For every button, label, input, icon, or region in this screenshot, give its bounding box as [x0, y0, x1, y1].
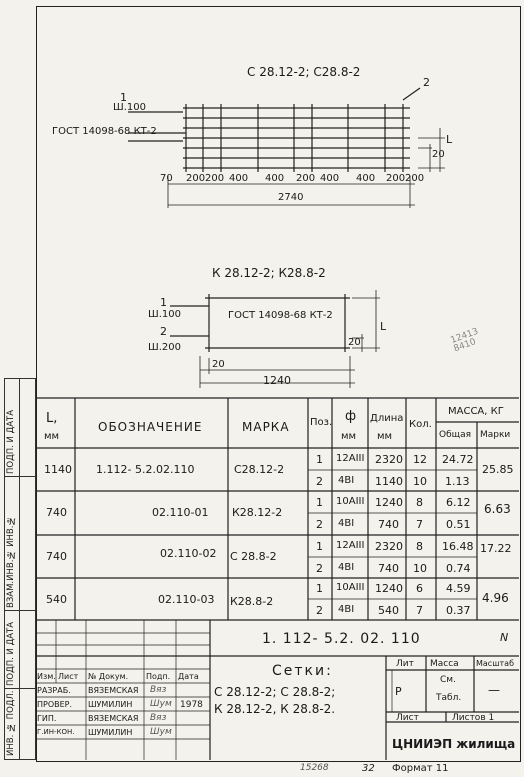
g3-designation: 02.110-03 [158, 593, 215, 606]
stamp-col-date: Дата [178, 672, 199, 681]
stamp-sheet-mark: N [500, 631, 509, 644]
g2-r0-qty: 8 [416, 540, 423, 553]
drawing1-seg-2: 200 [205, 173, 225, 184]
g1-r1-qty: 7 [416, 518, 423, 531]
person-0-sign: Вяз [150, 685, 167, 695]
th-mass-mark: Марки [480, 430, 511, 440]
stamp-col-doc: № Докум. [88, 672, 129, 681]
g0-r1-diam: 4BI [338, 475, 355, 486]
drawing2-dim-20b: 20 [212, 359, 225, 370]
g2-designation: 02.110-02 [160, 547, 217, 560]
drawing1-dim-20: 20 [432, 149, 445, 160]
g0-mass-mark: 25.85 [482, 463, 514, 476]
g2-r0-length: 2320 [375, 540, 403, 553]
side-label-sign-date-1: ПОДП. И ДАТА [6, 409, 16, 474]
drawing1-seg-1: 200 [186, 173, 206, 184]
g0-l: 1140 [44, 463, 72, 476]
g2-r1-mass: 0.74 [446, 562, 471, 575]
drawing1-seg-9: 200 [405, 173, 425, 184]
stamp-sheet: Лист [396, 713, 419, 723]
g3-r1-pos: 2 [316, 604, 323, 617]
person-1-date: 1978 [180, 700, 203, 710]
th-l: L, [46, 411, 58, 426]
g0-r1-mass: 1.13 [445, 475, 470, 488]
g3-r0-length: 1240 [375, 582, 403, 595]
person-1-sign: Шум [150, 699, 172, 709]
g1-r0-qty: 8 [416, 496, 423, 509]
side-label-sign-date-2: ПОДП. И ДАТА [6, 621, 16, 686]
drawing2-title: К 28.12-2; К28.8-2 [212, 266, 326, 280]
drawing2-total: 1240 [263, 374, 291, 387]
drawing2-callout-2: 2 [160, 325, 167, 338]
th-pos: Поз. [310, 417, 333, 428]
drawing1-seg-8: 200 [386, 173, 406, 184]
drawing1-dim-l: L [446, 133, 453, 146]
handwritten-note: 12413 8410 [449, 326, 480, 355]
stamp-scale-val: — [488, 683, 500, 697]
g1-l: 740 [46, 506, 67, 519]
stamp-col-sign: Подп. [146, 672, 171, 681]
stamp-lit: Лит [396, 659, 414, 669]
person-3-role: Г.ИН-КОН. [37, 728, 75, 736]
g2-mark: С 28.8-2 [230, 550, 277, 563]
footer-left: 15268 [300, 763, 329, 773]
g2-r1-diam: 4BI [338, 562, 355, 573]
drawing2-step1: Ш.100 [148, 309, 181, 320]
drawing1-seg-0: 70 [160, 173, 173, 184]
g3-r0-qty: 6 [416, 582, 423, 595]
stamp-code: 1. 112- 5.2. 02. 110 [262, 631, 421, 647]
person-2-sign: Вяз [150, 713, 167, 723]
person-1-role: ПРОВЕР. [37, 700, 73, 709]
g0-r0-pos: 1 [316, 453, 323, 466]
g0-mark: С28.12-2 [234, 463, 285, 476]
g2-r0-diam: 12АIII [336, 540, 365, 551]
g3-r0-pos: 1 [316, 582, 323, 595]
stamp-mass-val2: Табл. [436, 693, 462, 703]
drawing1-seg-6: 400 [320, 173, 340, 184]
g1-r0-mass: 6.12 [446, 496, 471, 509]
g3-mark: К28.8-2 [230, 595, 274, 608]
drawing1-gost-label: ГОСТ 14098-68 КТ-2 [52, 126, 157, 137]
side-label-original-inv: ИНВ. № ПОДЛ. [6, 690, 16, 756]
drawing1-seg-7: 400 [356, 173, 376, 184]
th-mark: МАРКА [242, 420, 290, 434]
stamp-lit-val: Р [395, 685, 402, 698]
g0-r0-diam: 12АIII [336, 453, 365, 464]
g3-r1-length: 540 [378, 604, 399, 617]
person-1-name: ШУМИЛИН [88, 700, 133, 709]
person-3-name: ШУМИЛИН [88, 728, 133, 737]
person-2-name: ВЯЗЕМСКАЯ [88, 714, 139, 723]
g1-r0-length: 1240 [375, 496, 403, 509]
drawing2-step2: Ш.200 [148, 342, 181, 353]
person-2-role: ГИП. [37, 714, 57, 723]
th-length: Длина [370, 413, 404, 424]
drawing2-dim-l: L [380, 320, 387, 333]
stamp-mass: Масса [430, 659, 459, 669]
drawing1-total: 2740 [278, 192, 304, 203]
g3-r0-mass: 4.59 [446, 582, 471, 595]
g3-l: 540 [46, 593, 67, 606]
th-diam-unit: мм [341, 431, 357, 442]
doc-title-line3: К 28.12-2, К 28.8-2. [214, 702, 336, 716]
drawing1-callout-2: 2 [423, 76, 430, 89]
drawing1-seg-5: 200 [296, 173, 316, 184]
th-l-unit: мм [44, 431, 60, 442]
g0-r1-qty: 10 [413, 475, 427, 488]
g0-r0-length: 2320 [375, 453, 403, 466]
g2-r1-length: 740 [378, 562, 399, 575]
doc-title-line2: С 28.12-2; С 28.8-2; [214, 685, 336, 699]
drawing1-step-label: Ш.100 [113, 102, 146, 113]
g1-r0-pos: 1 [316, 496, 323, 509]
th-designation: ОБОЗНАЧЕНИЕ [98, 420, 203, 434]
drawing2-dim-20a: 20 [348, 337, 361, 348]
g3-mass-mark: 4.96 [482, 591, 509, 605]
g3-r1-qty: 7 [416, 604, 423, 617]
drawing1-callout-1: 1 [120, 91, 127, 104]
g1-mass-mark: 6.63 [484, 502, 511, 516]
g2-r0-mass: 16.48 [442, 540, 474, 553]
drawing2-gost-label: ГОСТ 14098-68 КТ-2 [228, 310, 333, 321]
g0-r0-qty: 12 [413, 453, 427, 466]
g2-r1-qty: 10 [413, 562, 427, 575]
drawing1-title: С 28.12-2; С28.8-2 [247, 65, 361, 79]
doc-title: Сетки: [272, 663, 333, 679]
g0-r1-pos: 2 [316, 475, 323, 488]
g3-r1-diam: 4BI [338, 604, 355, 615]
g1-r1-length: 740 [378, 518, 399, 531]
drawing1-seg-4: 400 [265, 173, 285, 184]
g0-designation: 1.112- 5.2.02.110 [96, 463, 195, 476]
th-mass-total: Общая [439, 430, 472, 440]
stamp-col-change: Изм. [37, 672, 56, 681]
stamp-sheets: Листов 1 [452, 713, 495, 723]
footer-format: Формат 11 [392, 763, 449, 774]
g0-r1-length: 1140 [375, 475, 403, 488]
stamp-scale: Масштаб [476, 659, 515, 668]
g3-r0-diam: 10АIII [336, 582, 365, 593]
drawing2-callout-1: 1 [160, 296, 167, 309]
g2-r1-pos: 2 [316, 562, 323, 575]
th-mass: МАССА, КГ [448, 406, 504, 417]
stamp-mass-val1: См. [440, 675, 456, 685]
stamp-org: ЦНИИЭП жилища [392, 737, 516, 751]
g2-mass-mark: 17.22 [480, 542, 512, 555]
th-length-unit: мм [377, 431, 393, 442]
g0-r0-mass: 24.72 [442, 453, 474, 466]
person-0-name: ВЯЗЕМСКАЯ [88, 686, 139, 695]
g1-mark: К28.12-2 [232, 506, 283, 519]
g1-r1-pos: 2 [316, 518, 323, 531]
footer-num: 32 [362, 763, 375, 774]
g2-r0-pos: 1 [316, 540, 323, 553]
g1-r1-mass: 0.51 [446, 518, 471, 531]
g2-l: 740 [46, 550, 67, 563]
g1-r1-diam: 4BI [338, 518, 355, 529]
person-3-sign: Шум [150, 727, 172, 737]
g1-designation: 02.110-01 [152, 506, 209, 519]
g1-r0-diam: 10АIII [336, 496, 365, 507]
th-diam: ф [345, 409, 357, 424]
drawing1-seg-3: 400 [229, 173, 249, 184]
side-label-replacement-inv: ВЗАМ.ИНВ.№ ИНВ.№ [6, 515, 16, 608]
stamp-col-sheet: Лист [58, 672, 79, 681]
person-0-role: РАЗРАБ. [37, 686, 71, 695]
th-qty: Кол. [409, 419, 432, 430]
g3-r1-mass: 0.37 [446, 604, 471, 617]
